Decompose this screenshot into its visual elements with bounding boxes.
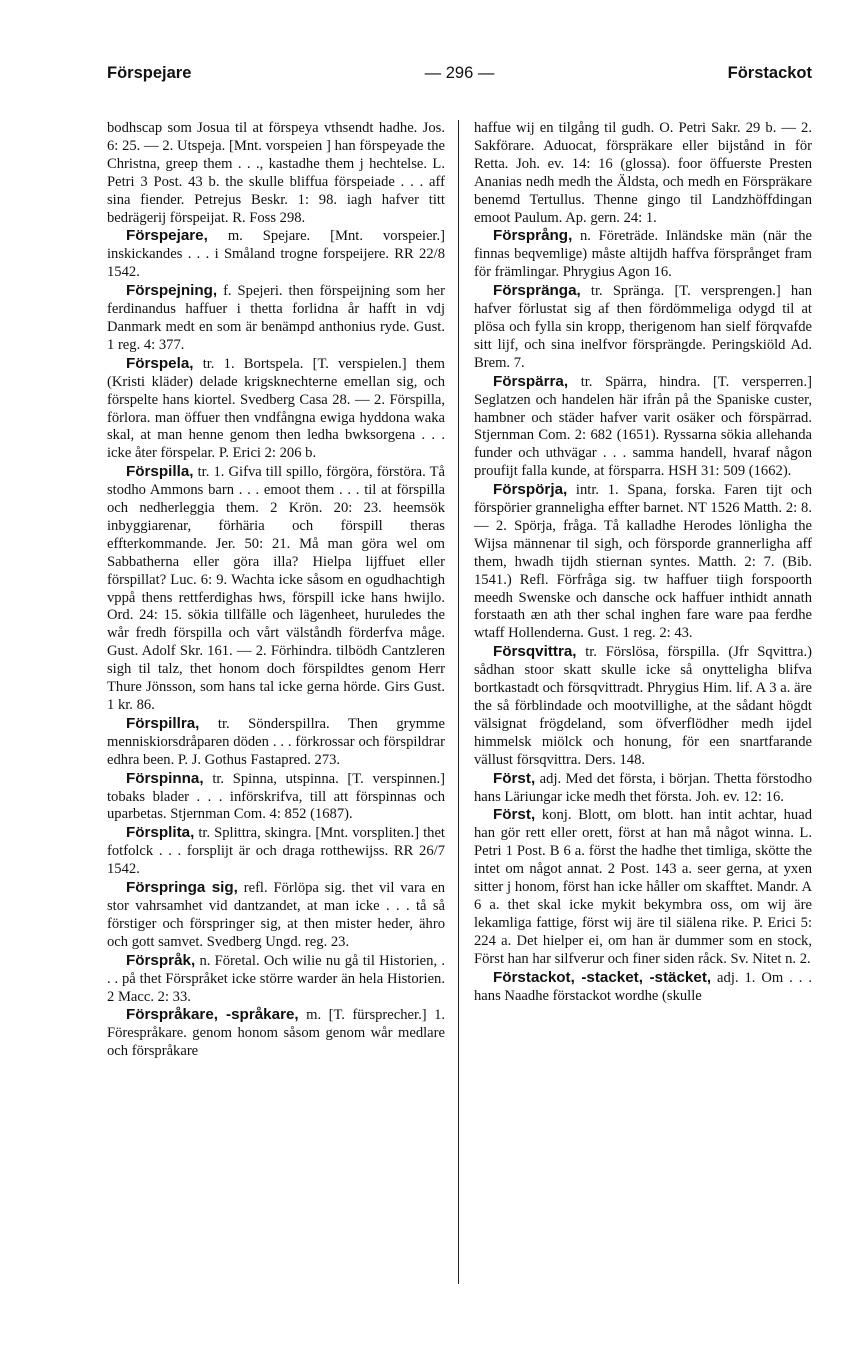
headword: Förspärra, [492,372,569,390]
header-last-headword: Förstackot [727,64,812,82]
entry-text: tr. 1. Bortspela. [T. verspielen.] them (Kristi kläder) delade krigsknechterne emellan sig, och förspelte hans kiortel. Svedberg Casa 28. — 2. Förspilla, förlora. man öffuer then vndfångna ewiga hyddona waka skal, at man henne genom then ledha bwksorgena . . . icke åter förspelar. P. Erici 2: 206 b. [107,355,445,462]
headword: Förspejare, [125,227,208,245]
headword: Förspela, [125,354,194,372]
column-divider [458,120,459,1284]
dictionary-entry [474,481,812,643]
headword: Förspejning, [125,282,218,300]
entry-text: tr. 1. Gifva till spillo, förgöra, förstöra. Tå stodho Ammons barn . . . emoot them . . . til at förspilla och nedherleggia them. 2 Krön. 20: 23. heemsök inbyggiarenar, förhäria och förspill theras effterkommande. Jer. 50: 21. Må man göra wel om Sabbatherna eller göra illa? Hielpa lijffuet eller förspillat? Luc. 6: 9. Wachta icke såsom en ogudhachtigh vppå thens rettferdighas hws, förspill icke hans hwijlo. Ord. 24: 15. sökia tillfälle och lägenheet, huruledes the wår fredh förspilla och vårt välståndh förderfva måge. Gust. Adolf Skr. 161. — 2. Förhindra. tilbödh Cantzleren sigh til talz, thet honom doch förspildtes genom Herr Thure Jönsson, som hans tal icke gerna hörde. Girs Gust. 1 kr. 86. [107,464,445,713]
dictionary-entry [107,463,445,715]
dictionary-entry [107,1006,445,1061]
page-number: — 296 — [424,64,495,82]
dictionary-entry [474,282,812,373]
dictionary-entry [474,227,812,282]
headword: Försqvittra, [492,643,577,661]
headword: Försprång, [492,227,573,245]
dictionary-entry [474,806,812,968]
entry-text: n. Företal. Och wilie nu gå til Historien, . . . på thet Förspråket icke större warder än hela Historien. 2 Macc. 2: 33. [107,952,445,1005]
entry-text: haffue wij en tilgång til gudh. O. Petri Sakr. 29 b. — 2. Sakförare. Aduocat, förspräkare eller bijstånd in för Retta. Joh. ev. 14: 16 (glossa). foor öffuerste Presten Ananias nedh medh the Äldsta, och medh en Förspräkare benemd Tertullus. Thenne gingo til Landzhöffdingan emoot Paulum. Ap. gern. 24: 1. [474,120,812,226]
entry-text: f. Spejeri. then förspeijning som her ferdinandus haffuer i thetta forlidna år hafft in vdj Danmark medt en som är benämpd anthonius ryde. Gust. 1 reg. 4: 377. [107,283,445,353]
headword: Först, [492,769,536,787]
entry-text: tr. Spränga. [T. versprengen.] han hafver förlustat sig af then fördömmeliga odygd til at plösa och fylla sin kropp, therigenom han sielf förqvafde sitt lijf, och sina inelfvor försprängde. Peringskiöld Ad. Brem. 7. [474,283,812,371]
entry-text: tr. Spinna, utspinna. [T. verspinnen.] tobaks blader . . . införskrifva, till att förspinnas och uparbetas. Stjernman Com. 4: 852 (1687). [107,770,445,823]
headword: Förspränga, [492,282,581,300]
headword: Förspråkare, -språkare, [125,1006,299,1024]
entry-text: n. Företräde. Inländske män (när the finnas beqvemlige) måste altijdh haffva försprånget fram för främlingar. Phrygius Agon 16. [474,228,812,281]
headword: Försplita, [125,824,195,842]
headword: Förspringa sig, [125,879,238,897]
headword: Förspillra, [125,714,200,732]
entry-text: refl. Förlöpa sig. thet vil vara en stor vahrsamhet vid dantzandet, at man icke . . . tå så förstiger och förspringer sig, at then mister heder, ähro och gott samvet. Svedberg Ungd. reg. 23. [107,880,445,950]
header-first-headword: Förspejare [107,64,192,82]
dictionary-entry [107,227,445,282]
dictionary-entry [474,770,812,807]
running-head [107,64,812,92]
dictionary-entry [474,373,812,481]
right-column [474,120,812,1005]
entry-text: adj. Med det första, i början. Thetta förstodho hans Läriungar icke medh thet första. Joh. ev. 12: 16. [474,770,812,805]
entry-text: m. Spejare. [Mnt. vorspeier.] inskickandes . . . i Småland trogne forspeijere. RR 22/8 1542. [107,228,445,281]
entry-text: adj. 1. Om . . . hans Naadhe förstackot wordhe (skulle [474,969,812,1004]
headword: Förstackot, -stacket, -stäcket, [492,968,712,986]
dictionary-entry [107,824,445,879]
entry-text: tr. Splittra, skingra. [Mnt. vorspliten.] thet fotfolck . . . forsplijt är och draga rotthewijss. RR 26/7 1542. [107,825,445,878]
headword: Förspilla, [125,463,194,481]
dictionary-entry [107,879,445,952]
headword: Förspråk, [125,951,196,969]
entry-text: intr. 1. Spana, forska. Faren tijt och förspörier granneligha effter barnet. NT 1526 Matth. 2: 8. — 2. Spörja, fråga. Tå kalladhe Herodes lönligha the Wijsa männenar til sigh, och försporde grannerligha aff them, hwadh tijdh stiernan syntes. Matth. 2: 7. (Bib. 1541.) Refl. Förfråga sig. tw haffuer tiigh forspoorth meedh Swenske och dansche ock haffuer inthidt annath forstaath æn ath ther schal inghen fare ware paa ferdhe wtaff Hollenderna. Gust. 1 reg. 2: 43. [474,482,812,642]
dictionary-entry [107,355,445,463]
left-column [107,120,445,1061]
entry-text: bodhscap som Josua til at förspeya vthsendt hadhe. Jos. 6: 25. — 2. Utspeja. [Mnt. vorspeien ] han förspeyade the Christna, greep them . . ., kastadhe them j hechtelse. L. Petri 3 Post. 43 b. the skulle bliffua förspeiade . . . aff sina fiender. Petrejus Beskr. 1: 98. iagh hafver titt bedrägerij förspeijat. R. Foss 298. [107,120,445,226]
dictionary-entry [107,952,445,1007]
dictionary-entry [107,770,445,825]
dictionary-entry [474,643,812,769]
entry-text: m. [T. fürsprecher.] 1. Förespråkare. genom honom såsom genom wår medlare och förspråkare [107,1007,446,1060]
dictionary-entry [107,715,445,770]
entry-continued [474,120,812,227]
headword: Förspörja, [492,481,568,499]
entry-text: tr. Förslösa, förspilla. (Jfr Sqvittra.) sådhan stoor skatt skulle icke så onytteligha blifva bortkastadt och försqvittradt. Phrygius Him. lif. A 3 a. äre the så förblindade och mootvillighe, at the sådant högdt välsignat frögdeland, som öfverflödher medh ijdel himmelsk miölck och honung, för een snartfarande vällust försqvittra. Ders. 148. [474,644,812,768]
dictionary-entry [107,282,445,355]
entry-text: tr. Spärra, hindra. [T. versperren.] Seglatzen och handelen här ifrån på the Spaniske custer, hambner och städer hafver varit osäker och förspärrad. Stjernman Com. 2: 682 (1651). Ryssarna sökia allehanda funder och uthvägar . . . samma handell, hvaraf någon proufijt falla kunde, at försparra. HSH 31: 509 (1662). [474,373,812,480]
entry-continued [107,120,445,227]
dictionary-entry [474,969,812,1006]
headword: Förspinna, [125,769,204,787]
entry-text: tr. Sönderspillra. Then grymme menniskiorsdråparen döden . . . förkrossar och förspildrar edhra been. P. J. Gothus Fastapred. 273. [107,715,445,768]
headword: Först, [492,806,536,824]
entry-text: konj. Blott, om blott. han intit achtar, huad han gör rett eller orett, först at han må något winna. L. Petri 1 Post. B 6 a. först the hadhe thet timliga, skötte the intet om något annat. 2 Post. 143 a. seer gerna, at yxen sitter j honom, först han icke håller om skafftet. Mandr. A 6 a. thet skal icke mykit bekymbra oss, om wij äre lekamliga fattige, först wij äre til siälena rike. P. Erici 5: 224 a. Det hielper ei, om han är dummer som en stock, Först han har silfverur och finer siden råck. Sv. Nitet n. 2. [474,807,812,967]
